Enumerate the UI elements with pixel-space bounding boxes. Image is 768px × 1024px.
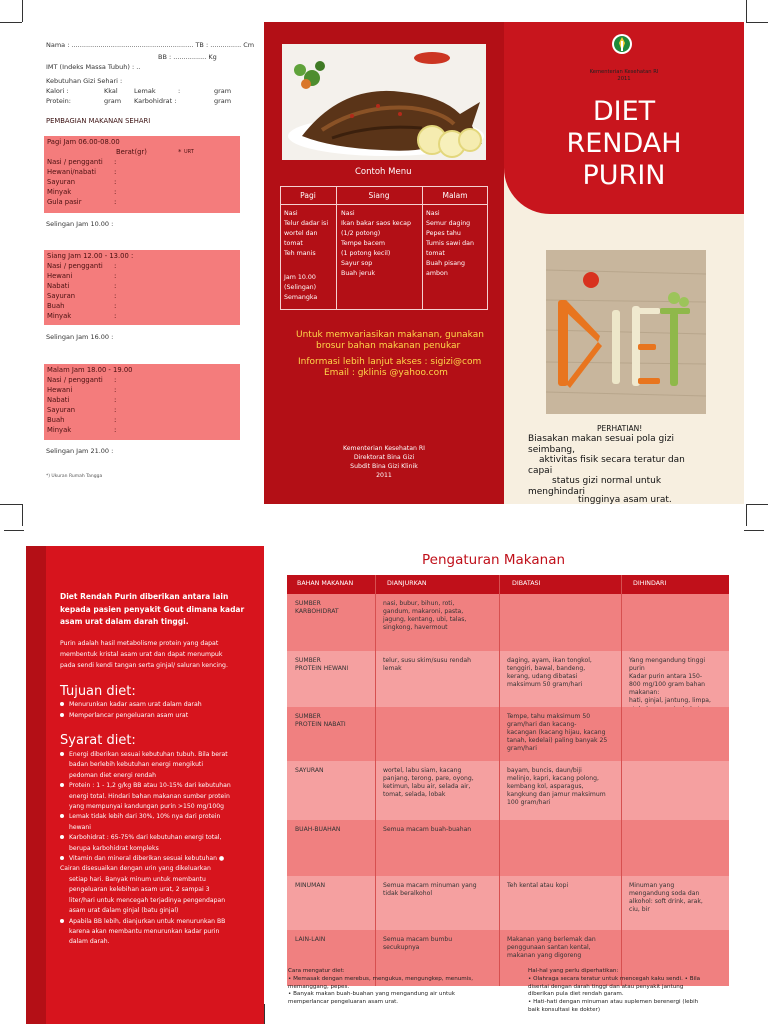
table-divider	[499, 575, 500, 986]
table-cell-line: Semua macam bumbu	[383, 936, 453, 943]
syarat-line	[60, 792, 260, 802]
menu-siang-item: (1/2 potong)	[341, 230, 381, 237]
malam-item: Minyak	[47, 426, 72, 434]
table-cell-line: gram/hari dan kacang-	[507, 721, 577, 729]
table-cell-line: bayam, buncis, daun/biji	[507, 767, 582, 774]
intro-text-line: Purin adalah hasil metabolisme protein yang dapat	[60, 640, 219, 647]
malam-box	[44, 364, 240, 440]
form-kkal: Kkal	[104, 87, 118, 95]
table-cell-line: purin	[629, 665, 645, 673]
cover-ministry-name: Kementerian Kesehatan RI	[589, 69, 659, 75]
menu-header: Siang	[368, 191, 390, 200]
perhatian-line: status gizi normal untuk	[552, 476, 662, 486]
syarat-line	[60, 760, 260, 770]
table-row	[287, 761, 729, 820]
table-cell-line: SAYURAN	[295, 767, 324, 774]
perhatian-title: PERHATIAN!	[597, 424, 643, 433]
cara-title: Cara mengatur diet:	[288, 968, 345, 974]
intro-text-line: pada sendi kendi tangan serta ginjal/ saluran kencing.	[60, 662, 228, 669]
table-divider	[422, 187, 423, 309]
perhatian-line: capai	[528, 465, 553, 476]
malam-item: Nabati	[47, 396, 70, 404]
siang-time: Siang Jam 12.00 - 13.00 :	[47, 252, 134, 260]
menu-table	[280, 186, 488, 310]
table-header: DIHINDARI	[633, 580, 667, 587]
syarat-line-text: Cairan disesuaikan dengan urin yang dikeluarkan	[60, 865, 211, 873]
pagi-item: Nasi / pengganti	[47, 158, 103, 166]
menu-pagi-item: Semangka	[284, 294, 318, 301]
crop-mark	[746, 504, 747, 526]
grilled-fish-image	[282, 44, 486, 160]
cara-item: memperlancar pengeluaran asam urat.	[288, 999, 399, 1006]
form-colon: :	[178, 87, 181, 95]
menu-siang-item: Nasi	[341, 210, 355, 217]
menu-malam-item: ambon	[426, 270, 448, 277]
hal-item: baik konsultasi ke dokter)	[528, 1006, 601, 1013]
cara-item: • Banyak makan buah-buahan yang mengandung air untuk	[288, 991, 455, 998]
table-cell-line: Minuman yang	[629, 882, 675, 889]
footnote: *) Ukuran Rumah Tangga	[46, 474, 103, 479]
bullet-icon	[60, 752, 64, 756]
syarat-line-text: liter/hari untuk mencegah terjadinya pengendapan	[69, 896, 226, 904]
menu-header: Malam	[442, 191, 468, 200]
malam-item: Hewani	[47, 386, 73, 394]
syarat-line	[60, 812, 260, 822]
table-cell-dianjurkan	[383, 767, 495, 799]
table-cell-line: kangkung dan jamur maksimum	[507, 791, 606, 799]
table-cell-line: MINUMAN	[295, 882, 326, 889]
table-divider	[336, 187, 337, 309]
syarat-line	[60, 917, 260, 927]
bullet-icon	[60, 814, 64, 818]
table-cell-line: kembang kol, asparagus,	[507, 783, 584, 791]
syarat-title: Syarat diet:	[60, 733, 136, 748]
syarat-line-text: dalam darah.	[69, 938, 110, 946]
table-cell-bahan	[295, 600, 371, 616]
perhatian-line: seimbang,	[528, 444, 575, 455]
colon: :	[114, 168, 117, 176]
menu-header: Pagi	[300, 191, 316, 200]
table-cell-line: SUMBER	[295, 657, 321, 664]
table-row	[287, 820, 729, 876]
hal-item: diberikan pula diet rendah garam.	[528, 991, 624, 998]
table-cell-bahan	[295, 936, 371, 944]
table-cell-line: nasi, bubur, bihun, roti,	[383, 600, 455, 607]
menu-siang-item: Ikan bakar saos kecap	[341, 220, 411, 227]
colon: :	[114, 426, 117, 434]
hal-item: • Olahraga secara teratur untuk mencegah kaku sendi. • Bila	[528, 975, 701, 982]
publisher-line: Subdit Bina Gizi Klinik	[350, 463, 418, 470]
colon: :	[114, 282, 117, 290]
colon: :	[114, 376, 117, 384]
menu-malam-item: Buah pisang	[426, 260, 466, 267]
table-divider	[621, 575, 622, 986]
syarat-line	[60, 844, 260, 854]
cara-item: memanggang, pepes.	[288, 983, 350, 990]
selingan-label: Selingan Jam 10.00 :	[46, 220, 114, 228]
table-header: BAHAN MAKANAN	[297, 580, 354, 587]
siang-item: Buah	[47, 302, 65, 310]
colon: :	[114, 396, 117, 404]
pagi-urt: URT	[184, 149, 194, 155]
syarat-list	[60, 750, 260, 948]
menu-pagi-item: Nasi	[284, 210, 298, 217]
form-gram: gram	[214, 87, 232, 95]
pagi-item: Sayuran	[47, 178, 76, 186]
table-cell-line: Semua macam buah-buahan	[383, 826, 472, 833]
syarat-line-text: pedoman diet energi rendah	[69, 771, 157, 779]
colon: :	[114, 406, 117, 414]
menu-malam-cell	[426, 209, 474, 279]
pagi-item: Minyak	[47, 188, 72, 196]
selingan-label: Selingan Jam 16.00 :	[46, 333, 114, 341]
table-cell-line: melinjo, kapri, kacang polong,	[507, 775, 599, 783]
table-cell-line: maksimum 50 gram/hari	[507, 681, 583, 689]
syarat-line	[60, 771, 260, 781]
siang-item: Hewani	[47, 272, 73, 280]
menu-malam-item: tomat	[426, 250, 445, 257]
table-cell-dibatasi	[507, 936, 617, 960]
menu-malam-item: Nasi	[426, 210, 440, 217]
table-cell-line: makanan yang digoreng	[507, 952, 582, 960]
table-cell-dibatasi	[507, 657, 617, 689]
selingan-label: Selingan Jam 21.00 :	[46, 447, 114, 455]
menu-siang-item: Buah jeruk	[341, 270, 376, 277]
table-cell-line: SUMBER	[295, 600, 321, 607]
hal-item: disertai dengan darah tinggi dan atau penyakit jantung	[528, 983, 684, 990]
table-cell-dianjurkan	[383, 600, 495, 632]
form-protein-label: Protein:	[46, 97, 71, 105]
publisher-line: 2011	[376, 472, 392, 479]
siang-box	[44, 250, 240, 325]
crop-mark	[744, 530, 764, 531]
perhatian-line: aktivitas fisik secara teratur dan	[539, 455, 685, 465]
bullet-icon	[60, 919, 64, 923]
intro-bold-line: asam urat dalam darah tinggi.	[60, 617, 189, 626]
pagi-box	[44, 136, 240, 213]
form-bb: BB : ................ Kg	[158, 53, 217, 61]
intro-bold-line: Diet Rendah Purin diberikan antara lain	[60, 592, 229, 601]
colon: :	[114, 272, 117, 280]
syarat-line-text: Karbohidrat : 65-75% dari kebutuhan energi total,	[69, 834, 222, 842]
table-cell-line: 800 mg/100 gram bahan	[629, 681, 706, 689]
menu-malam-item: Semur daging	[426, 220, 471, 227]
publisher-line: Direktorat Bina Gizi	[353, 454, 415, 461]
table-cell-dihindari	[629, 882, 725, 914]
cover-title-line: PURIN	[582, 160, 666, 191]
syarat-line	[60, 833, 260, 843]
pengaturan-table	[287, 575, 729, 967]
form-karbohidrat-label: Karbohidrat :	[134, 97, 177, 105]
bullet-icon	[60, 856, 64, 860]
table-cell-dianjurkan	[383, 826, 495, 834]
menu-siang-item: (1 potong kecil)	[341, 250, 391, 257]
table-cell-bahan	[295, 882, 371, 890]
crop-mark	[746, 22, 768, 23]
syarat-line	[60, 823, 260, 833]
tujuan-title: Tujuan diet:	[60, 684, 136, 699]
menu-malam-item: Tumis sawi dan	[426, 240, 474, 247]
menu-pagi-item: Telur dadar isi	[284, 220, 329, 227]
kemenkes-logo-icon	[611, 33, 633, 61]
syarat-line-text: asam urat dalam ginjal (batu ginjal)	[69, 907, 179, 915]
menu-pagi-item: Teh manis	[284, 250, 316, 257]
syarat-line-text: badan berlebih kebutuhan energi mengikuti	[69, 761, 204, 769]
info-line: Email : gklinis @yahoo.com	[324, 368, 448, 378]
menu-caption: Contoh Menu	[355, 167, 412, 177]
pengaturan-title: Pengaturan Makanan	[422, 552, 566, 568]
perhatian-line: menghindari	[528, 486, 586, 497]
table-cell-line: tidak beralkohol	[383, 890, 433, 898]
pagi-time: Pagi Jam 06.00-08.00	[47, 138, 120, 146]
malam-item: Nasi / pengganti	[47, 376, 103, 384]
cover-title	[504, 96, 744, 192]
menu-malam-item: Pepes tahu	[426, 230, 461, 237]
syarat-line-text: Vitamin dan mineral diberikan sesuai kebutuhan ●	[69, 855, 225, 863]
colon: :	[114, 386, 117, 394]
perhatian-line: Biasakan makan sesuai pola gizi	[528, 434, 674, 444]
colon: :	[114, 188, 117, 196]
intro-bold-line: kepada pasien penyakit Gout dimana kadar	[60, 604, 245, 614]
malam-time: Malam Jam 18.00 - 19.00	[47, 366, 133, 374]
table-cell-line: penggunaan santan kental,	[507, 944, 591, 952]
table-cell-line: BUAH-BUAHAN	[295, 826, 341, 833]
table-cell-line: alkohol: soft drink, arak,	[629, 898, 703, 906]
crop-mark	[0, 504, 22, 505]
pagi-berat: Berat(gr)	[116, 148, 147, 156]
table-cell-dianjurkan	[383, 657, 495, 673]
table-cell-dianjurkan	[383, 882, 495, 898]
table-cell-line: PROTEIN HEWANI	[295, 665, 349, 673]
syarat-line	[60, 937, 260, 947]
table-cell-bahan	[295, 767, 371, 775]
table-row	[287, 707, 729, 761]
menu-siang-item: Sayur sop	[341, 260, 373, 267]
syarat-line-text: berupa karbohidrat kompleks	[69, 844, 159, 852]
table-cell-line: KARBOHIDRAT	[295, 608, 339, 616]
crop-mark	[22, 0, 23, 22]
form-gram: gram	[104, 97, 122, 105]
table-row	[287, 594, 729, 651]
table-cell-dibatasi	[507, 713, 617, 753]
syarat-line-text: yang mempunyai kandungan purin >150 mg/100g	[69, 803, 224, 811]
table-cell-line: telur, susu skim/susu rendah	[383, 657, 471, 664]
hal-title: Hal-hal yang perlu diperhatikan:	[528, 968, 619, 974]
colon: :	[114, 416, 117, 424]
bullet-icon	[60, 702, 64, 706]
publisher-block	[264, 444, 504, 480]
perhatian-message	[528, 434, 685, 506]
siang-item: Nasi / pengganti	[47, 262, 103, 270]
form-kebutuhan: Kebutuhan Gizi Sehari :	[46, 77, 123, 85]
food-photo	[282, 44, 486, 160]
crop-mark	[22, 504, 23, 526]
tujuan-item	[60, 711, 188, 721]
spacer	[284, 259, 328, 269]
syarat-line	[60, 927, 260, 937]
intro-text-line: membentuk kristal asam urat dan dapat menumpuk	[60, 651, 223, 658]
intro-bold	[60, 591, 244, 629]
table-cell-line: PROTEIN NABATI	[295, 721, 346, 729]
syarat-line-text: Energi diberikan sesuai kebutuhan tubuh. Bila berat	[69, 751, 228, 758]
table-cell-line: tomat, selada, lobak	[383, 791, 446, 799]
pembagian-title: PEMBAGIAN MAKANAN SEHARI	[46, 117, 151, 125]
table-cell-line: LAIN-LAIN	[295, 936, 326, 943]
table-cell-line: panjang, terong, pare, oyong,	[383, 775, 474, 783]
info-line: Untuk memvariasikan makanan, gunakan	[296, 330, 484, 340]
table-cell-bahan	[295, 826, 371, 834]
table-cell-line: Semua macam minuman yang	[383, 882, 477, 889]
table-cell-line: 100 gram/hari	[507, 799, 551, 807]
siang-item: Minyak	[47, 312, 72, 320]
table-cell-line: Makanan yang berlemak dan	[507, 936, 596, 943]
publisher-line: Kementerian Kesehatan RI	[342, 445, 426, 452]
cover-title-line: DIET	[592, 96, 656, 127]
cover-ministry	[504, 69, 744, 83]
crop-mark	[264, 1004, 265, 1024]
form-lemak-label: Lemak	[134, 87, 156, 95]
table-cell-line: kacangan (kacang hijau, kacang	[507, 729, 606, 737]
table-cell-line: Teh kental atau kopi	[507, 882, 569, 889]
diet-photo	[546, 250, 706, 414]
table-cell-line: SUMBER	[295, 713, 321, 720]
table-cell-line: Kadar purin antara 150-	[629, 673, 703, 681]
menu-pagi-item: wortel dan	[284, 230, 318, 237]
tujuan-item	[60, 700, 202, 710]
crop-mark	[746, 504, 768, 505]
tujuan-item-text: Memperlancar pengeluaran asam urat	[69, 712, 189, 719]
form-kalori-label: Kalori :	[46, 87, 69, 95]
syarat-line	[60, 906, 260, 916]
table-cell-line: Yang mengandung tinggi	[629, 657, 706, 664]
hal-block	[528, 968, 700, 1015]
pagi-item: Hewani/nabati	[47, 168, 97, 176]
colon: :	[114, 158, 117, 166]
table-row	[287, 876, 729, 930]
syarat-line-text: karena akan membantu menurunkan kadar purin	[69, 927, 220, 935]
table-cell-line: tanah, kedelai) paling banyak 25	[507, 737, 608, 745]
table-cell-line: gram/hari	[507, 745, 537, 753]
syarat-line-text: setiap hari. Banyak minum untuk membantu	[69, 875, 206, 883]
table-cell-line: ketimun, labu air, selada air,	[383, 783, 471, 791]
syarat-line-text: energi total. Hindari bahan makanan sumber protein	[69, 792, 230, 800]
menu-siang-cell	[341, 209, 411, 279]
syarat-line	[60, 750, 260, 760]
syarat-line	[60, 802, 260, 812]
form-gram: gram	[214, 97, 232, 105]
table-cell-line: kerang, udang dibatasi	[507, 673, 578, 681]
menu-siang-item: Tempe bacem	[341, 240, 385, 247]
cara-item: • Memasak dengan merebus, mengukus, mengungkep, menumis,	[288, 975, 474, 982]
table-cell-line: jagung, kentang, ubi, talas,	[383, 616, 467, 624]
table-cell-line: lemak	[383, 665, 402, 673]
table-cell-dibatasi	[507, 767, 617, 807]
vegetable-diet-image	[546, 250, 706, 414]
cover-year: 2011	[617, 76, 631, 82]
table-cell-line: singkong, havermout	[383, 624, 448, 632]
table-cell-line: gandum, makaroni, pasta,	[383, 608, 464, 616]
bullet-icon	[60, 835, 64, 839]
table-cell-line: wortel, labu siam, kacang	[383, 767, 462, 774]
colon: :	[114, 302, 117, 310]
table-cell-line: Tempe, tahu maksimum 50	[507, 713, 591, 720]
cover-title-line: RENDAH	[566, 128, 682, 159]
syarat-line-text: pengeluaran kelebihan asam urat, 2 sampai 3	[69, 886, 210, 894]
menu-pagi-item: tomat	[284, 240, 303, 247]
syarat-line-text: Lemak tidak lebih dari 30%, 10% nya dari protein	[69, 813, 221, 821]
menu-pagi-item: Jam 10.00	[284, 274, 316, 281]
colon: :	[114, 198, 117, 206]
syarat-line-text: Protein : 1 - 1,2 g/kg BB atau 10-15% dari kebutuhan	[69, 782, 231, 790]
form-imt: IMT (Indeks Massa Tubuh) : ..	[46, 63, 141, 71]
crop-mark	[746, 0, 747, 22]
crop-mark	[0, 22, 22, 23]
colon: :	[114, 178, 117, 186]
colon: :	[114, 312, 117, 320]
table-cell-dianjurkan	[383, 936, 495, 952]
pagi-item: Gula pasir	[47, 198, 82, 206]
syarat-line	[60, 854, 260, 864]
form-nama: Nama : ........................................................... TB : ............... Cm	[46, 41, 255, 49]
syarat-line	[60, 885, 260, 895]
hal-item: • Hati-hati dengan minuman atau suplemen berenergi (lebih	[528, 999, 699, 1006]
table-cell-line: ciu, bir	[629, 906, 650, 914]
table-row	[287, 651, 729, 707]
table-divider	[375, 575, 376, 986]
crop-mark	[4, 530, 24, 531]
table-header-row	[287, 575, 729, 594]
malam-item: Buah	[47, 416, 65, 424]
syarat-line	[60, 864, 260, 874]
bullet-icon	[60, 783, 64, 787]
table-cell-dibatasi	[507, 882, 617, 890]
table-divider	[281, 204, 487, 205]
colon: :	[114, 262, 117, 270]
cara-block	[288, 968, 473, 1007]
table-cell-line: daging, ayam, ikan tongkol,	[507, 657, 592, 664]
table-cell-line: tenggiri, bawal, bandeng,	[507, 665, 586, 673]
table-cell-bahan	[295, 713, 371, 729]
table-cell-bahan	[295, 657, 371, 673]
table-header: DIBATASI	[512, 580, 541, 587]
colon: :	[114, 292, 117, 300]
syarat-line-text: hewani	[69, 823, 91, 831]
siang-item: Nabati	[47, 282, 70, 290]
siang-item: Sayuran	[47, 292, 76, 300]
malam-item: Sayuran	[47, 406, 76, 414]
pagi-urt-star: *	[178, 148, 182, 156]
menu-pagi-item: (Selingan)	[284, 284, 317, 291]
menu-pagi-cell	[284, 209, 328, 303]
table-cell-line: hati, ginjal, jantung, limpa,	[629, 697, 711, 705]
syarat-line	[60, 896, 260, 906]
table-cell-line: mengandung soda dan	[629, 890, 700, 898]
info-line: brosur bahan makanan penukar	[316, 341, 461, 351]
info-panel-strip	[26, 546, 46, 1024]
syarat-line	[60, 875, 260, 885]
info-line: Informasi lebih lanjut akses : sigizi@com	[298, 357, 482, 367]
tujuan-item-text: Menurunkan kadar asam urat dalam darah	[69, 701, 202, 708]
bullet-icon	[60, 713, 64, 717]
perhatian-line: tingginya asam urat.	[578, 495, 672, 505]
syarat-line	[60, 781, 260, 791]
table-cell-line: makanan:	[629, 689, 660, 697]
intro-text	[60, 638, 228, 671]
table-cell-line: secukupnya	[383, 944, 420, 952]
table-header: DIANJURKAN	[387, 580, 427, 587]
syarat-line-text: Apabila BB lebih, dianjurkan untuk menurunkan BB	[69, 917, 226, 925]
